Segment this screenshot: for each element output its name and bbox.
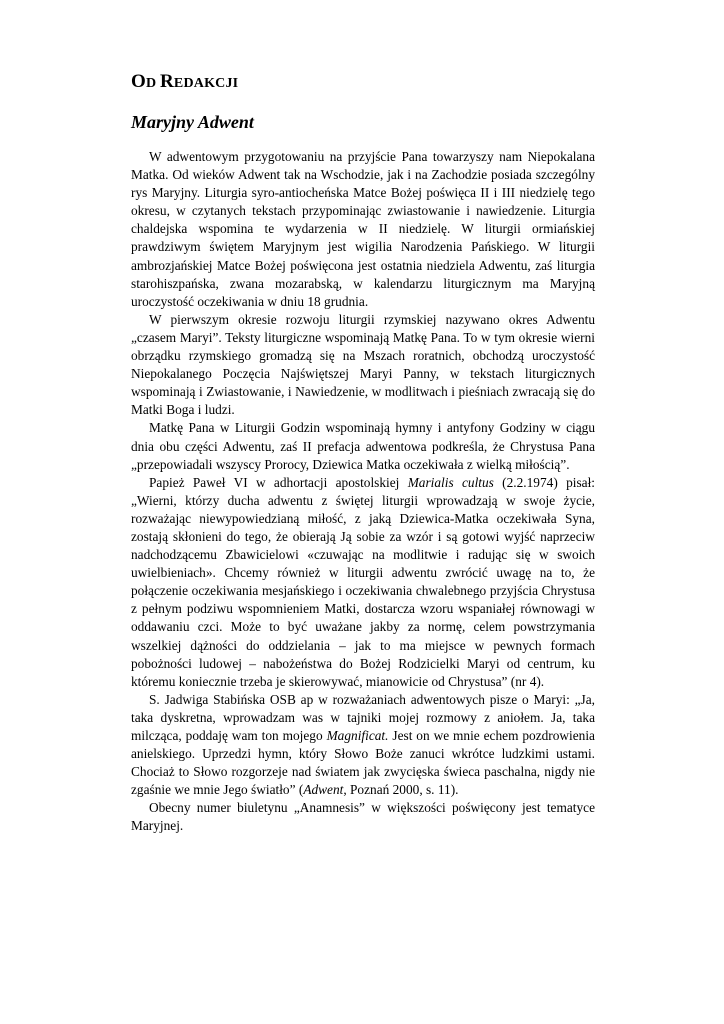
paragraph-5 [131, 691, 595, 800]
paragraph-5-italic-adwent: Adwent [303, 782, 344, 798]
paragraph-1: W adwentowym przygotowaniu na przyjście Pana towarzyszy nam Niepokalana Matka. Od wieków Adwent tak na Wschodzie, jak i na Zachodzie posiada szczególny rys Maryjny. Liturgia syro-antiocheńska Matce Bożej poświęca II i III niedzielę tego okresu, w czytanych tekstach przypominając zwiastowanie i nawiedzenie. Liturgia chaldejska wspomina te wydarzenia w II niedzielę. W liturgii ormiańskiej prawdziwym świętem Maryjnym jest wigilia Narodzenia Pańskiego. W liturgii ambrozjańskiej Matce Bożej poświęcona jest ostatnia niedziela Adwentu, zaś liturgia starohiszpańska, zwana mozarabską, w kalendarzu liturgicznym ma Maryjną uroczystość oczekiwania w dniu 18 grudnia. [131, 149, 595, 309]
paragraph-4-text-a: Papież Paweł VI w adhortacji apostolskiej [149, 474, 408, 490]
paragraph-5-text-a: S. Jadwiga Stabińska OSB ap w rozważaniach adwentowych pisze o Maryi: „Ja, taka dyskretna, wprowadzam was w tajniki mojej rozmowy z aniołem. Ja, taka milcząca, poddaję wam ton mojego [131, 691, 595, 743]
paragraph-3: Matkę Pana w Liturgii Godzin wspominają hymny i antyfony Godziny w ciągu dnia obu części Adwentu, zaś II prefacja adwentowa podkreśla, że Chrystusa Pana „przepowiadali wszyscy Prorocy, Dziewica Matka oczekiwała z wielką miłością”. [131, 420, 595, 472]
paragraph-4-text-b: (2.2.1974) pisał: „Wierni, którzy ducha adwentu z świętej liturgii wprowadzają w swoje życie, rozważając niewypowiedzianą miłość, z jaką Dziewica-Matka oczekiwała Syna, zostają skłonieni do tego, że obierają Ją sobie za wzór i są gotowi wyjść naprzeciw nadchodzącemu Zbawicielowi «czuwając na modlitwie i radując się w swoich uwielbieniach». Chcemy również w liturgii adwentu zwrócić uwagę na to, że połączenie oczekiwania mesjańskiego i oczekiwania chwalebnego przyjścia Chrystusa z pełnym podziwu wspomnieniem Matki, dostarcza wzoru wspaniałej równowagi w oddawaniu czci. Może to być uważane jakby za normę, celem powstrzymania wszelkiej dążności do oddzielania – jak to ma miejsce w pewnych formach pobożności ludowej – nabożeństwa do Bożej Rodzicielki Maryi od centrum, ku któremu koniecznie trzeba je skierowywać, mianowicie od Chrystusa” (nr 4). [131, 474, 595, 689]
paragraph-5-italic-magnificat: Magnificat. [326, 728, 389, 743]
section-title-part-edakcji: EDAKCJI [173, 76, 239, 91]
section-title [131, 70, 595, 96]
paragraph-6: Obecny numer biuletynu „Anamnesis” w większości poświęcony jest tematyce Maryjnej. [131, 800, 595, 834]
paragraph-5-text-b: Jest on we mnie echem pozdrowienia anielskiego. Uprzedzi hymn, który Słowo Boże zanuci wkrótce ludzkimi ustami. Chociaż to Słowo rozgorzeje nad światem jak zwycięska świeca paschalna, nigdy nie zgaśnie we mnie Jego światło” ( [131, 728, 595, 798]
paragraph-4 [131, 474, 595, 691]
paragraph-2: W pierwszym okresie rozwoju liturgii rzymskiej nazywano okres Adwentu „czasem Maryi”. Teksty liturgiczne wspominają Matkę Pana. To w tym okresie wierni obrządku rzymskiego gromadzą się na Mszach roratnich, obchodzą uroczystość Niepokalanego Poczęcia Najświętszej Maryi Panny, w tekstach liturgicznych wspominają i Zwiastowanie, i Nawiedzenie, w modlitwach i pieśniach zwracają się do Matki Boga i ludzi. [131, 311, 595, 418]
section-title-initial-o: O [131, 71, 146, 92]
page-content [131, 70, 595, 836]
section-title-initial-r: R [160, 71, 174, 92]
paragraph-4-italic-title: Marialis cultus [407, 474, 494, 490]
article-title: Maryjny Adwent [131, 112, 254, 132]
section-title-part-d: D [145, 76, 160, 91]
paragraph-5-text-c: , Poznań 2000, s. 11). [343, 782, 459, 798]
